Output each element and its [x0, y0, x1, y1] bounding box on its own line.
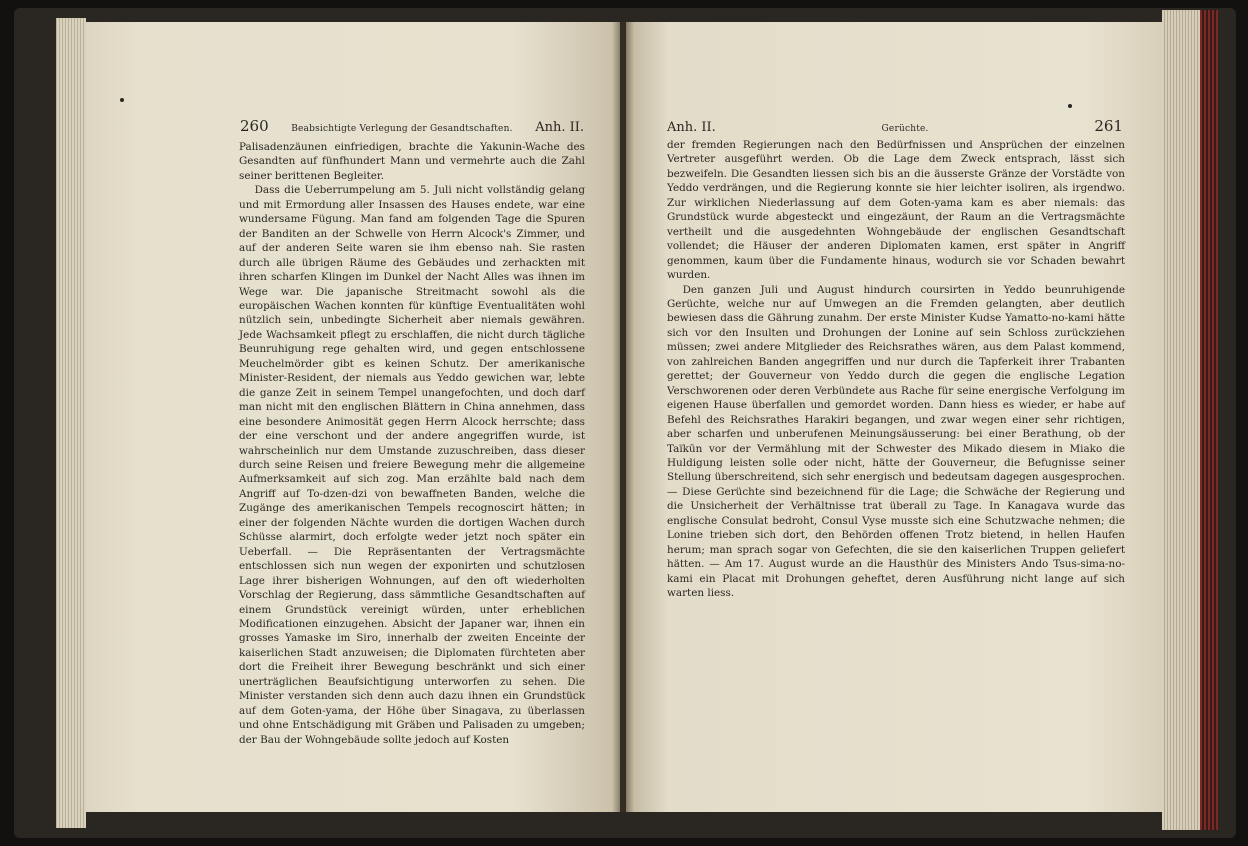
book-gutter — [612, 22, 634, 812]
paragraph: Dass die Ueberrumpelung am 5. Juli nicht vollständig gelang und mit Ermordung aller Insassen des Hauses endete, war eine wundersame Fügung. Man fand am folgenden Tage die Spuren der Banditen an der Schwelle von Herrn Alcock's Zimmer, und auf der anderen Seite waren sie ihm ebenso nah. Sie rasten durch alle übrigen Räume des Gebäudes und zerhackten mit ihren scharfen Klingen im Dunkel der Nacht Alles was ihnen im Wege war. Die japanische Streitmacht sowohl als die europäischen Wachen konnten für künftige Eventualitäten wohl nützlich sein, unbedingte Sicherheit aber niemals gewähren. Jede Wachsamkeit pflegt zu erschlaffen, die nicht durch tägliche Beunruhigung rege gehalten wird, und gegen entschlossene Meuchelmörder gibt es keinen Schutz. Der amerikanische Minister-Resident, der niemals aus Yeddo gewichen war, lebte die ganze Zeit in seinem Tempel unangefochten, und doch darf man nicht mit den englischen Blättern in China annehmen, dass eine besondere Animosität gegen Herrn Alcock herrschte; dass der eine verschont und der andere angegriffen wurde, ist wahrscheinlich nur dem Umstande zuzuschreiben, dass dieser durch seine Reisen und freiere Bewegung mehr die allgemeine Aufmerksamkeit auf sich zog. Man erzählte bald nach dem Angriff auf To-dzen-dzi von bewaffneten Banden, welche die Zugänge des amerikanischen Tempels recognoscirt hätten; in einer der folgenden Nächte wurden die dortigen Wachen durch Schüsse alarmirt, doch erfolgte weder jetzt noch später ein Ueberfall. — Die Repräsentanten der Vertragsmächte entschlossen sich nun wegen der exponirten und schutzlosen Lage ihrer bisherigen Wohnungen, auf den oft wiederholten Vorschlag der Regierung, dass sämmtliche Gesandtschaften auf einem Grundstück vereinigt würden, unter erheblichen Modificationen einzugehen. Absicht der Japaner war, ihnen ein grosses Yamaske im Siro, innerhalb der zweiten Enceinte der kaiserlichen Stadt anzuweisen; die Diplomaten fürchteten aber dort die Freiheit ihrer Bewegung beschränkt und sich einer unerträglichen Beaufsichtigung unterworfen zu sehen. Die Minister verstanden sich denn auch dazu ihnen ein Grundstück auf dem Goten-yama, der Höhe über Sinagava, zu überlassen und ohne Entschädigung mit Gräben und Palisaden zu umgeben; der Bau der Wohngebäude sollte jedoch auf Kosten — [239, 184, 585, 746]
paragraph: Palisadenzäunen einfriedigen, brachte die Yakunin-Wache des Gesandten auf fünfhundert Mann und vermehrte auch die Zahl seiner berittenen Begleiter. — [239, 141, 585, 182]
running-title: Beabsichtigte Verlegung der Gesandtschaften. — [291, 124, 513, 134]
paragraph: Den ganzen Juli und August hindurch coursirten in Yeddo beunruhigende Gerüchte, welche nur auf Umwegen an die Fremden gelangten, aber deutlich bewiesen dass die Gährung zunahm. Der erste Minister Kudse Yamatto-no-kami hätte sich vor den Insulten und Drohungen der Lonine auf sein Schloss zurückziehen müssen; zwei andere Mitglieder des Reichsrathes wären, aus dem Palast kommend, von zahlreichen Banden angegriffen und nur durch die Tapferkeit ihrer Trabanten gerettet; der Gouverneur von Yeddo durch die gegen die englische Legation Verschworenen oder deren Verbündete aus Rache für seine energische Verfolgung im eigenen Hause überfallen und gemordet worden. Dann hiess es wieder, er habe auf Befehl des Reichsrathes Harakiri begangen, und zwar wegen einer sehr richtigen, aber scharfen und unberufenen Meinungsäusserung: bei einer Berathung, ob der Taïkūn vor der Vermählung mit der Schwester des Mikado diesem in Miako die Huldigung leisten solle oder nicht, hätte der Gouverneur, die Befugnisse seiner Stellung überschreitend, sich sehr energisch und bedeutsam dagegen ausgesprochen. — Diese Gerüchte sind bezeichnend für die Lage; die Schwäche der Regierung und die Unsicherheit der Verhältnisse trat überall zu Tage. In Kanagava wurde das englische Consulat bedroht, Consul Vyse musste sich eine Schutzwache nehmen; die Lonine trieben sich dort, den Behörden offenen Trotz bietend, in hellen Haufen herum; man sprach sogar von Gefechten, die sie den kaiserlichen Truppen geliefert hätten. — Am 17. August wurde an die Hausthür des Ministers Ando Tsus-sima-no-kami ein Placat mit Drohungen geheftet, deren Ausführung nicht lange auf sich warten liess. — [667, 283, 1125, 600]
right-page-body — [667, 138, 1125, 601]
page-edges-left — [56, 18, 86, 828]
section-label: Anh. II. — [535, 120, 584, 135]
paragraph: der fremden Regierungen nach den Bedürfnissen und Ansprüchen der einzelnen Vertreter ausgeführt werden. Ob die Lage dem Zweck entsprach, lässt sich bezweifeln. Die Gesandten liessen sich bis an die äusserste Gränze der Vorstädte von Yeddo verdrängen, und die Regierung konnte sie hier leichter isoliren, als irgendwo. Zur wirklichen Niederlassung auf dem Goten-yama kam es aber niemals: das Grundstück wurde abgesteckt und eingezäunt, der Raum an die Vertragsmächte vertheilt und die ausgedehnten Wohngebäude der englischen Gesandtschaft vollendet; die Häuser der anderen Diplomaten kamen, erst später in Angriff genommen, kaum über die Fundamente hinaus, wodurch sie vor Schaden bewahrt wurden. — [667, 139, 1125, 282]
left-page-body — [239, 140, 585, 747]
right-page-header — [667, 117, 1123, 135]
page-mark-dot — [120, 98, 124, 102]
section-label: Anh. II. — [667, 120, 716, 135]
page-edges-right — [1162, 10, 1202, 830]
left-page-header — [240, 117, 584, 135]
page-number: 261 — [1094, 117, 1123, 135]
running-title: Gerüchte. — [881, 124, 929, 134]
book-cover-edge — [1200, 10, 1218, 830]
left-page — [86, 22, 620, 812]
page-mark-dot — [1068, 104, 1072, 108]
page-number: 260 — [240, 117, 269, 135]
right-page — [626, 22, 1164, 812]
